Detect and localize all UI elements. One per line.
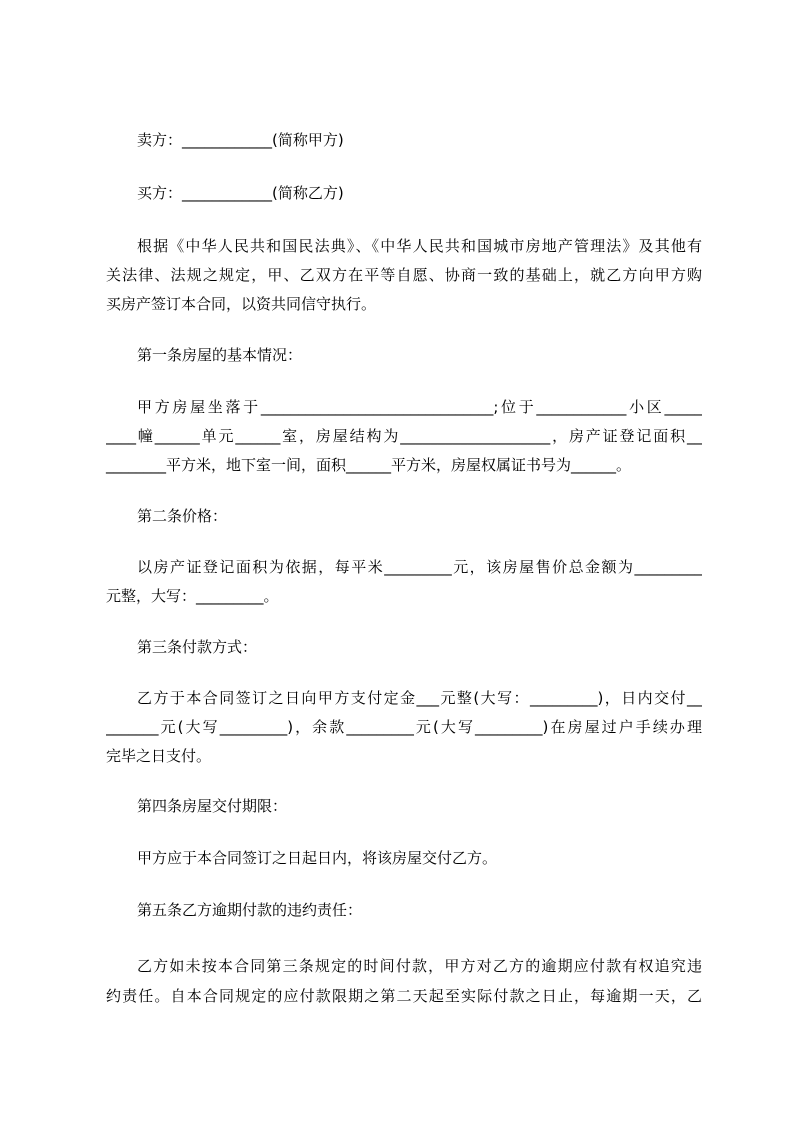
article4-title: 第四条房屋交付期限： [137, 797, 288, 815]
article1-line: 甲方房屋坐落于_______________________________;位于____________小区_____ [137, 398, 702, 416]
article1-line: ________平方米，地下室一间，面积______平方米，房屋权属证书号为______。 [106, 456, 632, 474]
article3-line: 乙方于本合同签订之日向甲方支付定金___元整(大写：_________)，日内交付__ [137, 689, 702, 707]
article2-line: 元整，大写：_________。 [106, 587, 279, 605]
article4-line: 甲方应于本合同签订之日起日内，将该房屋交付乙方。 [137, 849, 498, 867]
article5-title: 第五条乙方逾期付款的违约责任： [137, 901, 363, 919]
preamble-line: 关法律、法规之规定，甲、乙双方在平等自愿、协商一致的基础上，就乙方向甲方购 [106, 266, 702, 284]
article5-line: 约责任。自本合同规定的应付款限期之第二天起至实际付款之日止，每逾期一天，乙 [106, 987, 702, 1005]
buyer-line: 买方：____________(简称乙方) [137, 184, 344, 202]
article3-title: 第三条付款方式： [137, 638, 258, 656]
article2-title: 第二条价格： [137, 507, 228, 525]
article1-line: ____幢______单元______室，房屋结构为____________________，房产证登记面积__ [106, 427, 702, 445]
article1-title: 第一条房屋的基本情况： [137, 346, 303, 364]
article5-line: 乙方如未按本合同第三条规定的时间付款，甲方对乙方的逾期应付款有权追究违 [137, 957, 702, 975]
seller-line: 卖方：____________(简称甲方) [137, 131, 344, 149]
preamble-line: 买房产签订本合同，以资共同信守执行。 [106, 295, 377, 313]
preamble-line: 根据《中华人民共和国民法典》、《中华人民共和国城市房地产管理法》及其他有 [137, 237, 702, 255]
article3-line: 完毕之日支付。 [106, 747, 212, 765]
article3-line: _______元(大写_________)，余款_________元(大写_________)在房屋过户手续办理 [106, 718, 702, 736]
article2-line: 以房产证登记面积为依据，每平米_________元，该房屋售价总金额为_________ [137, 558, 702, 576]
